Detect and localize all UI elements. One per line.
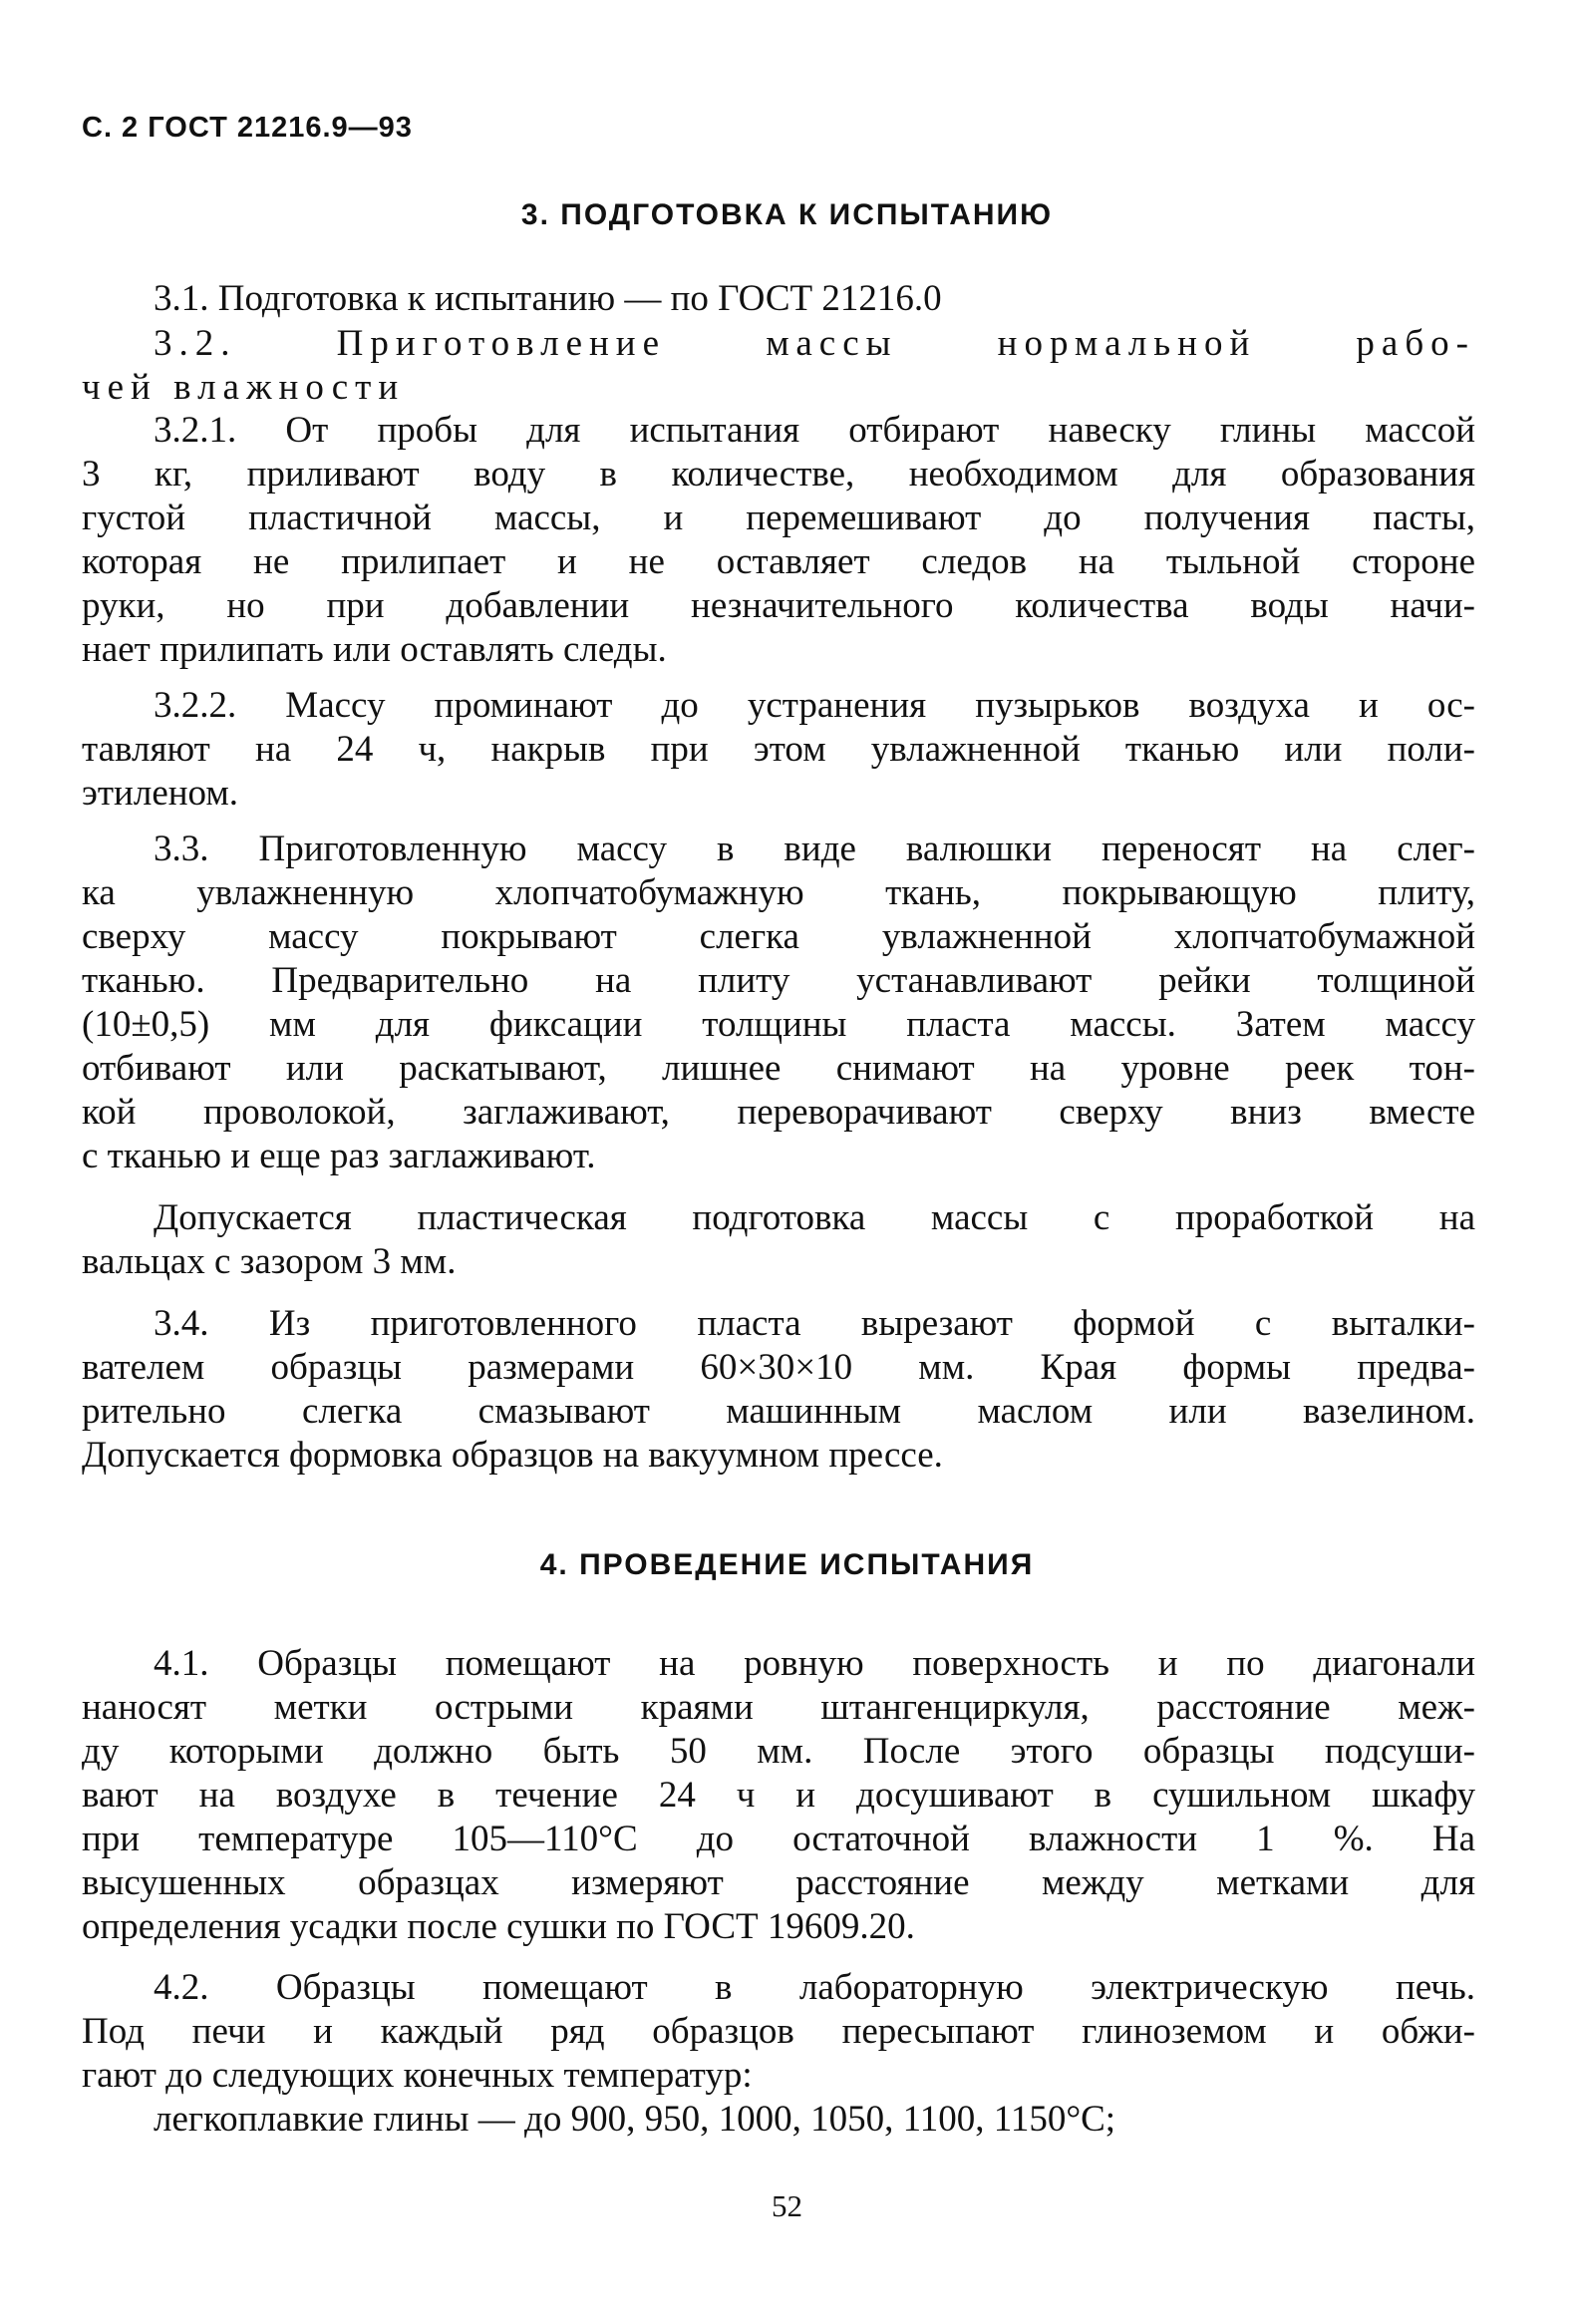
text-line: ду которыми должно быть 50 мм. После этого образцы подсуши- (82, 1731, 1475, 1772)
text-line: нает прилипать или оставлять следы. (82, 629, 667, 670)
text-line: вают на воздухе в течение 24 ч и досушивают в сушильном шкафу (82, 1775, 1475, 1816)
text-line: 3.2.1. От пробы для испытания отбирают навеску глины массой (154, 410, 1475, 451)
text-line: Под печи и каждый ряд образцов пересыпают глиноземом и обжи- (82, 2011, 1475, 2052)
text-line: 3.4. Из приготовленного пласта вырезают формой с выталки- (154, 1303, 1475, 1344)
text-line: тканью. Предварительно на плиту устанавливают рейки толщиной (82, 960, 1475, 1001)
text-line: 3.3. Приготовленную массу в виде валюшки переносят на слег- (154, 829, 1475, 869)
paragraph-3-1 (82, 277, 1475, 321)
text-line: легкоплавкие глины — до 900, 950, 1000, 1050, 1100, 1150°С; (154, 2099, 1116, 2140)
page-header: С. 2 ГОСТ 21216.9—93 (82, 112, 413, 144)
paragraph-3-2-1 (82, 409, 1475, 672)
paragraph-3-4 (82, 1302, 1475, 1478)
text-line: 3 кг, приливают воду в количестве, необходимом для образования (82, 454, 1475, 495)
text-line: Допускается формовка образцов на вакуумном прессе. (82, 1435, 943, 1476)
text-line: 3.1. Подготовка к испытанию — по ГОСТ 21216.0 (154, 278, 942, 319)
text-line: (10±0,5) мм для фиксации толщины пласта массы. Затем массу (82, 1004, 1475, 1045)
text-line: чей влажности (82, 367, 406, 408)
paragraph-4-2 (82, 1966, 1475, 2142)
text-line: вателем образцы размерами 60×30×10 мм. Края формы предва- (82, 1347, 1475, 1388)
text-line: высушенных образцах измеряют расстояние между метками для (82, 1862, 1475, 1903)
section-4-title: 4. ПРОВЕДЕНИЕ ИСПЫТАНИЯ (539, 1548, 1035, 1581)
text-line: этиленом. (82, 773, 238, 814)
text-line: при температуре 105—110°С до остаточной влажности 1 %. На (82, 1819, 1475, 1859)
text-line: 4.2. Образцы помещают в лабораторную электрическую печь. (154, 1967, 1475, 2008)
text-line: с тканью и еще раз заглаживают. (82, 1136, 596, 1176)
text-line: гают до следующих конечных температур: (82, 2055, 753, 2096)
text-line: наносят метки острыми краями штангенциркуля, расстояние меж- (82, 1687, 1475, 1728)
text-line: 3.2. Приготовление массы нормальной рабо- (154, 323, 1475, 364)
text-line: тавляют на 24 ч, накрыв при этом увлажненной тканью или поли- (82, 729, 1475, 770)
text-line: вальцах с зазором 3 мм. (82, 1241, 457, 1282)
text-line: сверху массу покрывают слегка увлажненной хлопчатобумажной (82, 916, 1475, 957)
text-line: Допускается пластическая подготовка массы с проработкой на (154, 1197, 1475, 1238)
paragraph-3-3-note (82, 1196, 1475, 1284)
text-line: 4.1. Образцы помещают на ровную поверхность и по диагонали (154, 1643, 1475, 1684)
text-line: ка увлажненную хлопчатобумажную ткань, покрывающую плиту, (82, 872, 1475, 913)
paragraph-3-2 (82, 322, 1475, 410)
text-line: которая не прилипает и не оставляет следов на тыльной стороне (82, 541, 1475, 582)
text-line: густой пластичной массы, и перемешивают до получения пасты, (82, 498, 1475, 538)
text-line: руки, но при добавлении незначительного количества воды начи- (82, 585, 1475, 626)
text-line: кой проволокой, заглаживают, переворачивают сверху вниз вместе (82, 1092, 1475, 1133)
text-line: определения усадки после сушки по ГОСТ 19609.20. (82, 1906, 915, 1947)
text-line: рительно слегка смазывают машинным маслом или вазелином. (82, 1391, 1475, 1432)
text-line: отбивают или раскатывают, лишнее снимают на уровне реек тон- (82, 1048, 1475, 1089)
text-line: 3.2.2. Массу проминают до устранения пузырьков воздуха и ос- (154, 685, 1475, 726)
paragraph-3-2-2 (82, 684, 1475, 816)
paragraph-4-1 (82, 1642, 1475, 1949)
paragraph-3-3 (82, 828, 1475, 1178)
page-number: 52 (772, 2188, 802, 2223)
section-3-title: 3. ПОДГОТОВКА К ИСПЫТАНИЮ (520, 198, 1054, 231)
